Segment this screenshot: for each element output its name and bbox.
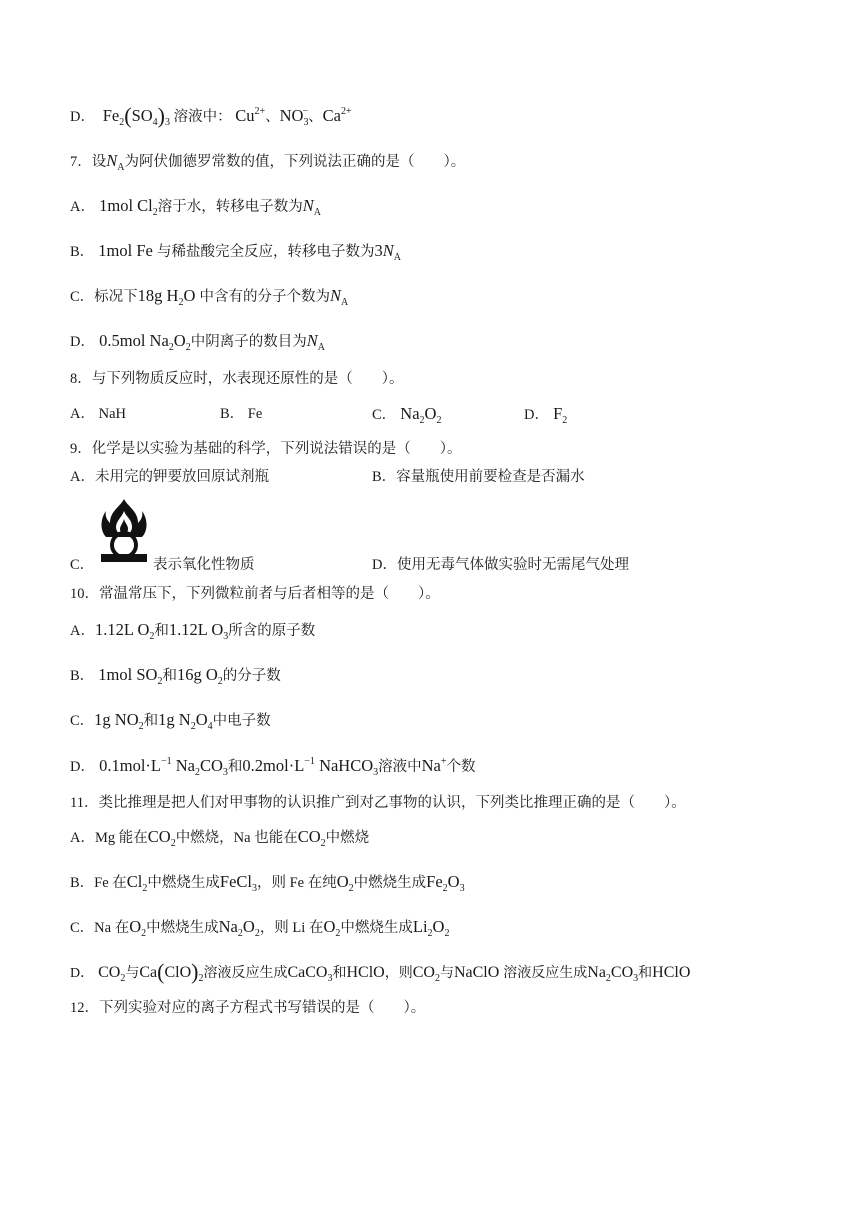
flame-over-circle-icon [98,497,150,565]
q10-option-a: A．1.12L $O_2$和1.12L $O_3$所含的原子数 [70,620,316,642]
q8-option-c: C． $Na_2O_2$ [372,404,442,426]
q10-option-b: B． 1mol $SO_2$和16g $O_2$的分子数 [70,665,281,687]
q12-stem: 12．下列实验对应的离子方程式书写错误的是（ ）。 [70,1000,426,1016]
q11-stem: 11．类比推理是把人们对甲事物的认识推广到对乙事物的认识，下列类比推理正确的是（ ）。 [70,795,686,811]
q7-stem: 7．设$N_A$为阿伏伽德罗常数的值，下列说法正确的是（ ）。 [70,151,466,173]
q11-option-a: A．Mg 能在$CO_2$中燃烧，Na 也能在$CO_2$中燃烧 [70,827,370,849]
q7-option-b: B． 1mol Fe 与稀盐酸完全反应，转移电子数为$3N_A$ [70,241,401,263]
q10-option-c: C．1g $NO_2$和1g $N_2O_4$中电子数 [70,710,271,732]
q8-option-a: A． NaH [70,406,126,422]
q11-option-b: B．Fe 在$Cl_2$中燃烧生成FeCl$_3$，则 Fe 在纯$O_2$中燃烧生成$Fe_2O_3$ [70,872,465,894]
q9-option-b: B．容量瓶使用前要检查是否漏水 [372,469,585,485]
formula-fe2so43: $Fe_2(SO_4)_3$ [102,103,170,128]
q8-option-d: D． $F_2$ [524,404,568,426]
q9-option-d: D．使用无毒气体做实验时无需尾气处理 [372,557,629,573]
q7-option-c: C．标况下18g $H_2O$ 中含有的分子个数为$N_A$ [70,286,349,308]
q10-stem: 10．常温常压下，下列微粒前者与后者相等的是（ ）。 [70,586,440,602]
q9-option-c: C． [70,557,95,573]
q8-option-b: B． Fe [220,406,263,422]
q6-option-d: D． $Fe_2(SO_4)_3$ 溶液中： $Cu^{2+}$、$NO_3^-$、$Ca^{2+}$ [70,103,352,128]
q9-stem: 9．化学是以实验为基础的科学，下列说法错误的是（ ）。 [70,441,462,457]
q11-option-c: C．Na 在$O_2$中燃烧生成$Na_2O_2$，则 Li 在$O_2$中燃烧生成$Li_2O_2$ [70,917,450,939]
q7-option-a: A． 1mol $Cl_2$溶于水，转移电子数为$N_A$ [70,196,321,218]
q10-option-d: D． $0.1mol\cdot L^{-1}$ $Na_2CO_3$和$0.2mol\cdot L^{-1}$ NaHCO$_3$溶液中Na+个数 [70,756,476,778]
q7-option-d: D． 0.5mol $Na_2O_2$中阴离子的数目为$N_A$ [70,331,325,353]
q8-stem: 8．与下列物质反应时，水表现还原性的是（ ）。 [70,371,404,387]
q11-option-d: D． $CO_2$与$Ca(ClO)_2$溶液反应生成CaCO$_3$和HClO，则$CO_2$与NaClO 溶液反应生成$Na_2CO_3$和HClO [70,959,691,984]
q9-option-a: A．未用完的钾要放回原试剂瓶 [70,469,269,485]
q9-option-c-text: 表示氧化性物质 [153,557,255,573]
